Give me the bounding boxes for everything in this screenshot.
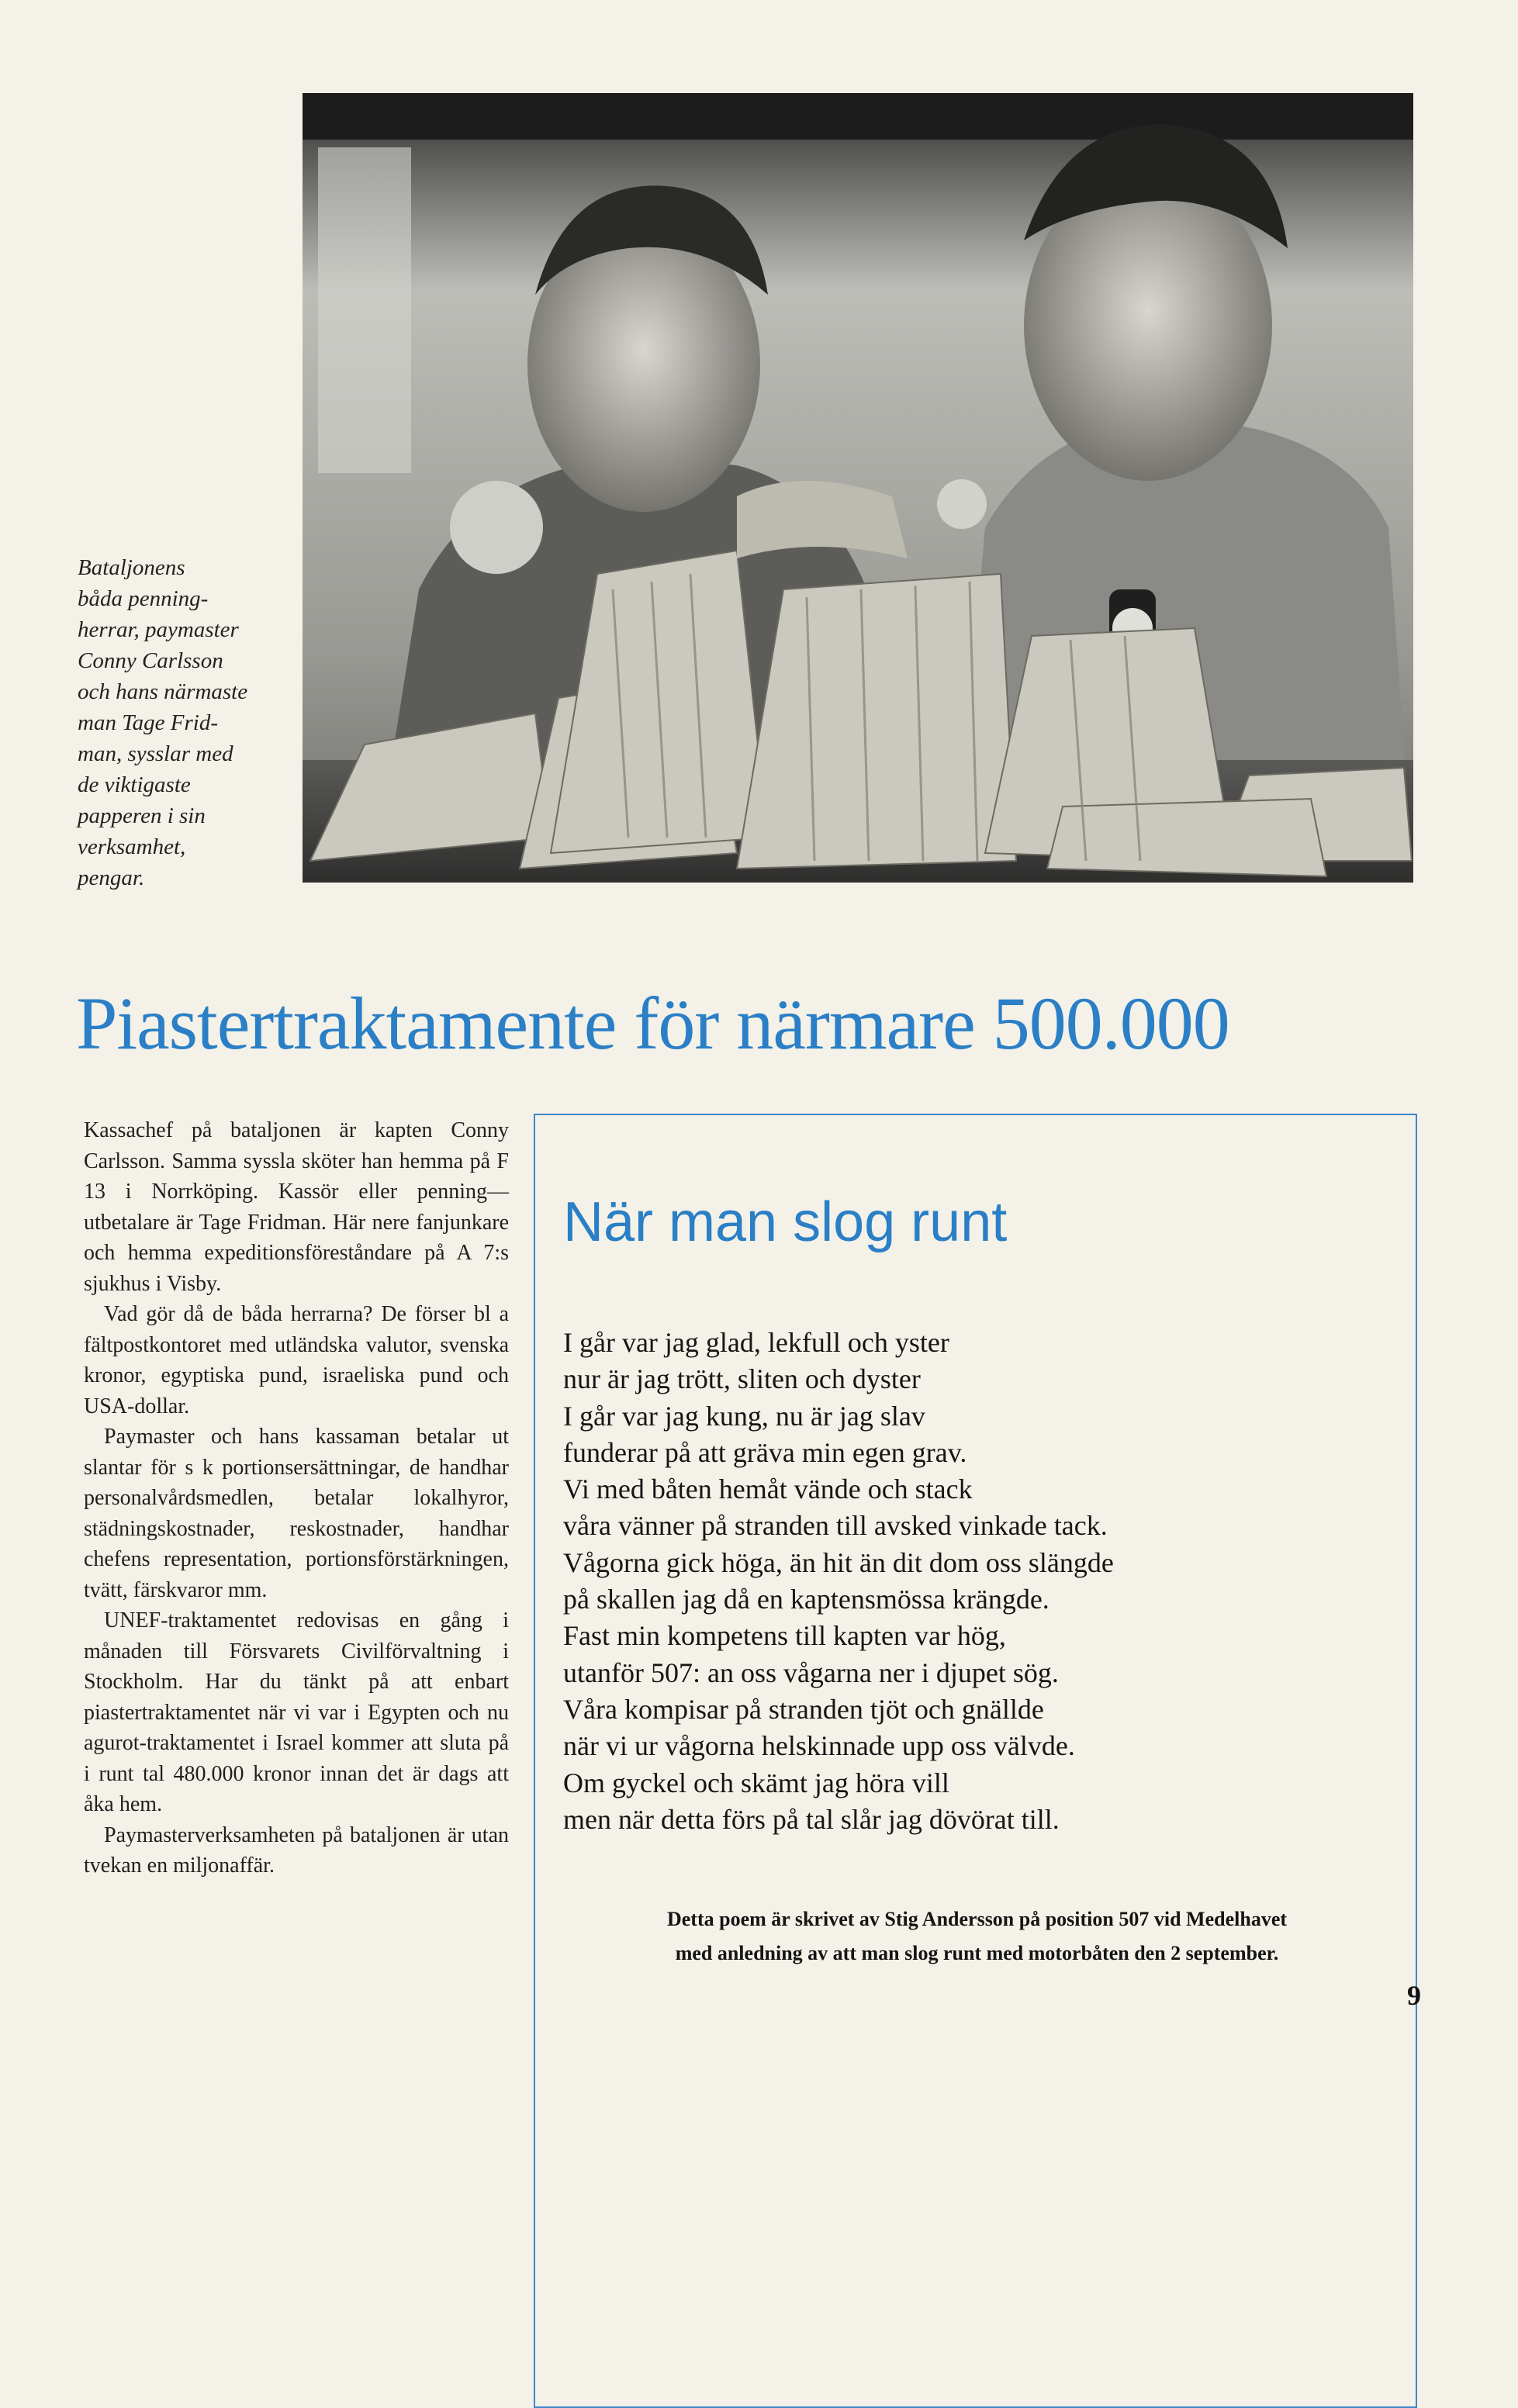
caption-line: papperen i sin [78,803,206,828]
photo-illustration [303,93,1413,883]
poem-line: Fast min kompetens till kapten var hög, [563,1620,1006,1652]
poem-line: våra vänner på stranden till avsked vinkade tack. [563,1510,1108,1542]
article-paragraph: Kassachef på bataljonen är kapten Conny Carlsson. Samma syssla sköter han hemma på F 13 i Norrköping. Kassör eller penning—utbetalare är Tage Fridman. Här nere fanjunkare och hemma expeditionsföreståndare på A 7:s sjukhus i Visby. [84,1118,509,1296]
caption-line: herrar, paymaster [78,617,239,642]
photo-two-officers-counting-money [303,93,1413,883]
poem-line: men när detta förs på tal slår jag dövörat till. [563,1803,1060,1835]
page-number: 9 [1407,1980,1421,2011]
poem-author-note [535,1902,1419,1971]
poem-line: Våra kompisar på stranden tjöt och gnällde [563,1693,1044,1725]
caption-line: de viktigaste [78,772,191,797]
caption-line: Conny Carlsson [78,648,223,673]
article-paragraph: Paymaster och hans kassaman betalar ut slantar för s k portionsersättningar, de handhar personalvårdsmedlen, betalar lokalhyror, städningskostnader, reskostnader, handhar chefens representation, portionsförstärkningen, tvätt, färskvaror mm. [84,1425,509,1602]
caption-line: man, sysslar med [78,741,233,766]
poem-line: I går var jag glad, lekfull och yster [563,1327,949,1358]
poem-title: När man slog runt [563,1191,1008,1253]
caption-line: man Tage Frid- [78,710,218,735]
caption-line: och hans närmaste [78,679,248,704]
photo-caption [78,552,295,893]
caption-line: Bataljonens [78,555,185,580]
article-headline: Piastertraktamente för närmare 500.000 [76,982,1229,1065]
poem-line: Vågorna gick höga, än hit än dit dom oss slängde [563,1546,1114,1578]
article-paragraph: Paymasterverksamheten på bataljonen är utan tvekan en miljonaffär. [84,1822,509,1878]
poem-text [563,1325,1401,1838]
caption-line: pengar. [78,865,145,890]
poem-note-line: Detta poem är skrivet av Stig Andersson på position 507 vid Medelhavet [666,1908,1288,1930]
poem-line: på skallen jag då en kaptensmössa krängde. [563,1584,1049,1615]
caption-line: verksamhet, [78,834,186,859]
poem-line: när vi ur vågorna helskinnade upp oss välvde. [563,1730,1075,1762]
poem-line: I går var jag kung, nu är jag slav [563,1400,925,1432]
poem-line: Om gyckel och skämt jag höra vill [563,1767,949,1798]
article-body [84,1115,509,1881]
poem-line: Vi med båten hemåt vände och stack [563,1473,973,1505]
poem-line: utanför 507: an oss vågarna ner i djupet sög. [563,1657,1059,1688]
poem-note-line: med anledning av att man slog runt med motorbåten den 2 september. [675,1942,1279,1964]
article-paragraph: Vad gör då de båda herrarna? De förser bl a fältpostkontoret med utländska valutor, svenska kronor, egyptiska pund, israeliska pund och USA-dollar. [84,1302,509,1418]
caption-line: båda penning- [78,586,209,611]
poem-line: nur är jag trött, sliten och dyster [563,1363,921,1395]
article-paragraph: UNEF-traktamentet redovisas en gång i månaden till Försvarets Civilförvaltning i Stockholm. Har du tänkt på att enbart piastertraktamentet när vi var i Egypten och nu agurot-traktamentet i Israel kommer att sluta på i runt tal 480.000 kronor innan det är dags att åka hem. [84,1608,509,1816]
poem-line: funderar på att gräva min egen grav. [563,1436,967,1468]
poem-box [534,1114,1417,2408]
